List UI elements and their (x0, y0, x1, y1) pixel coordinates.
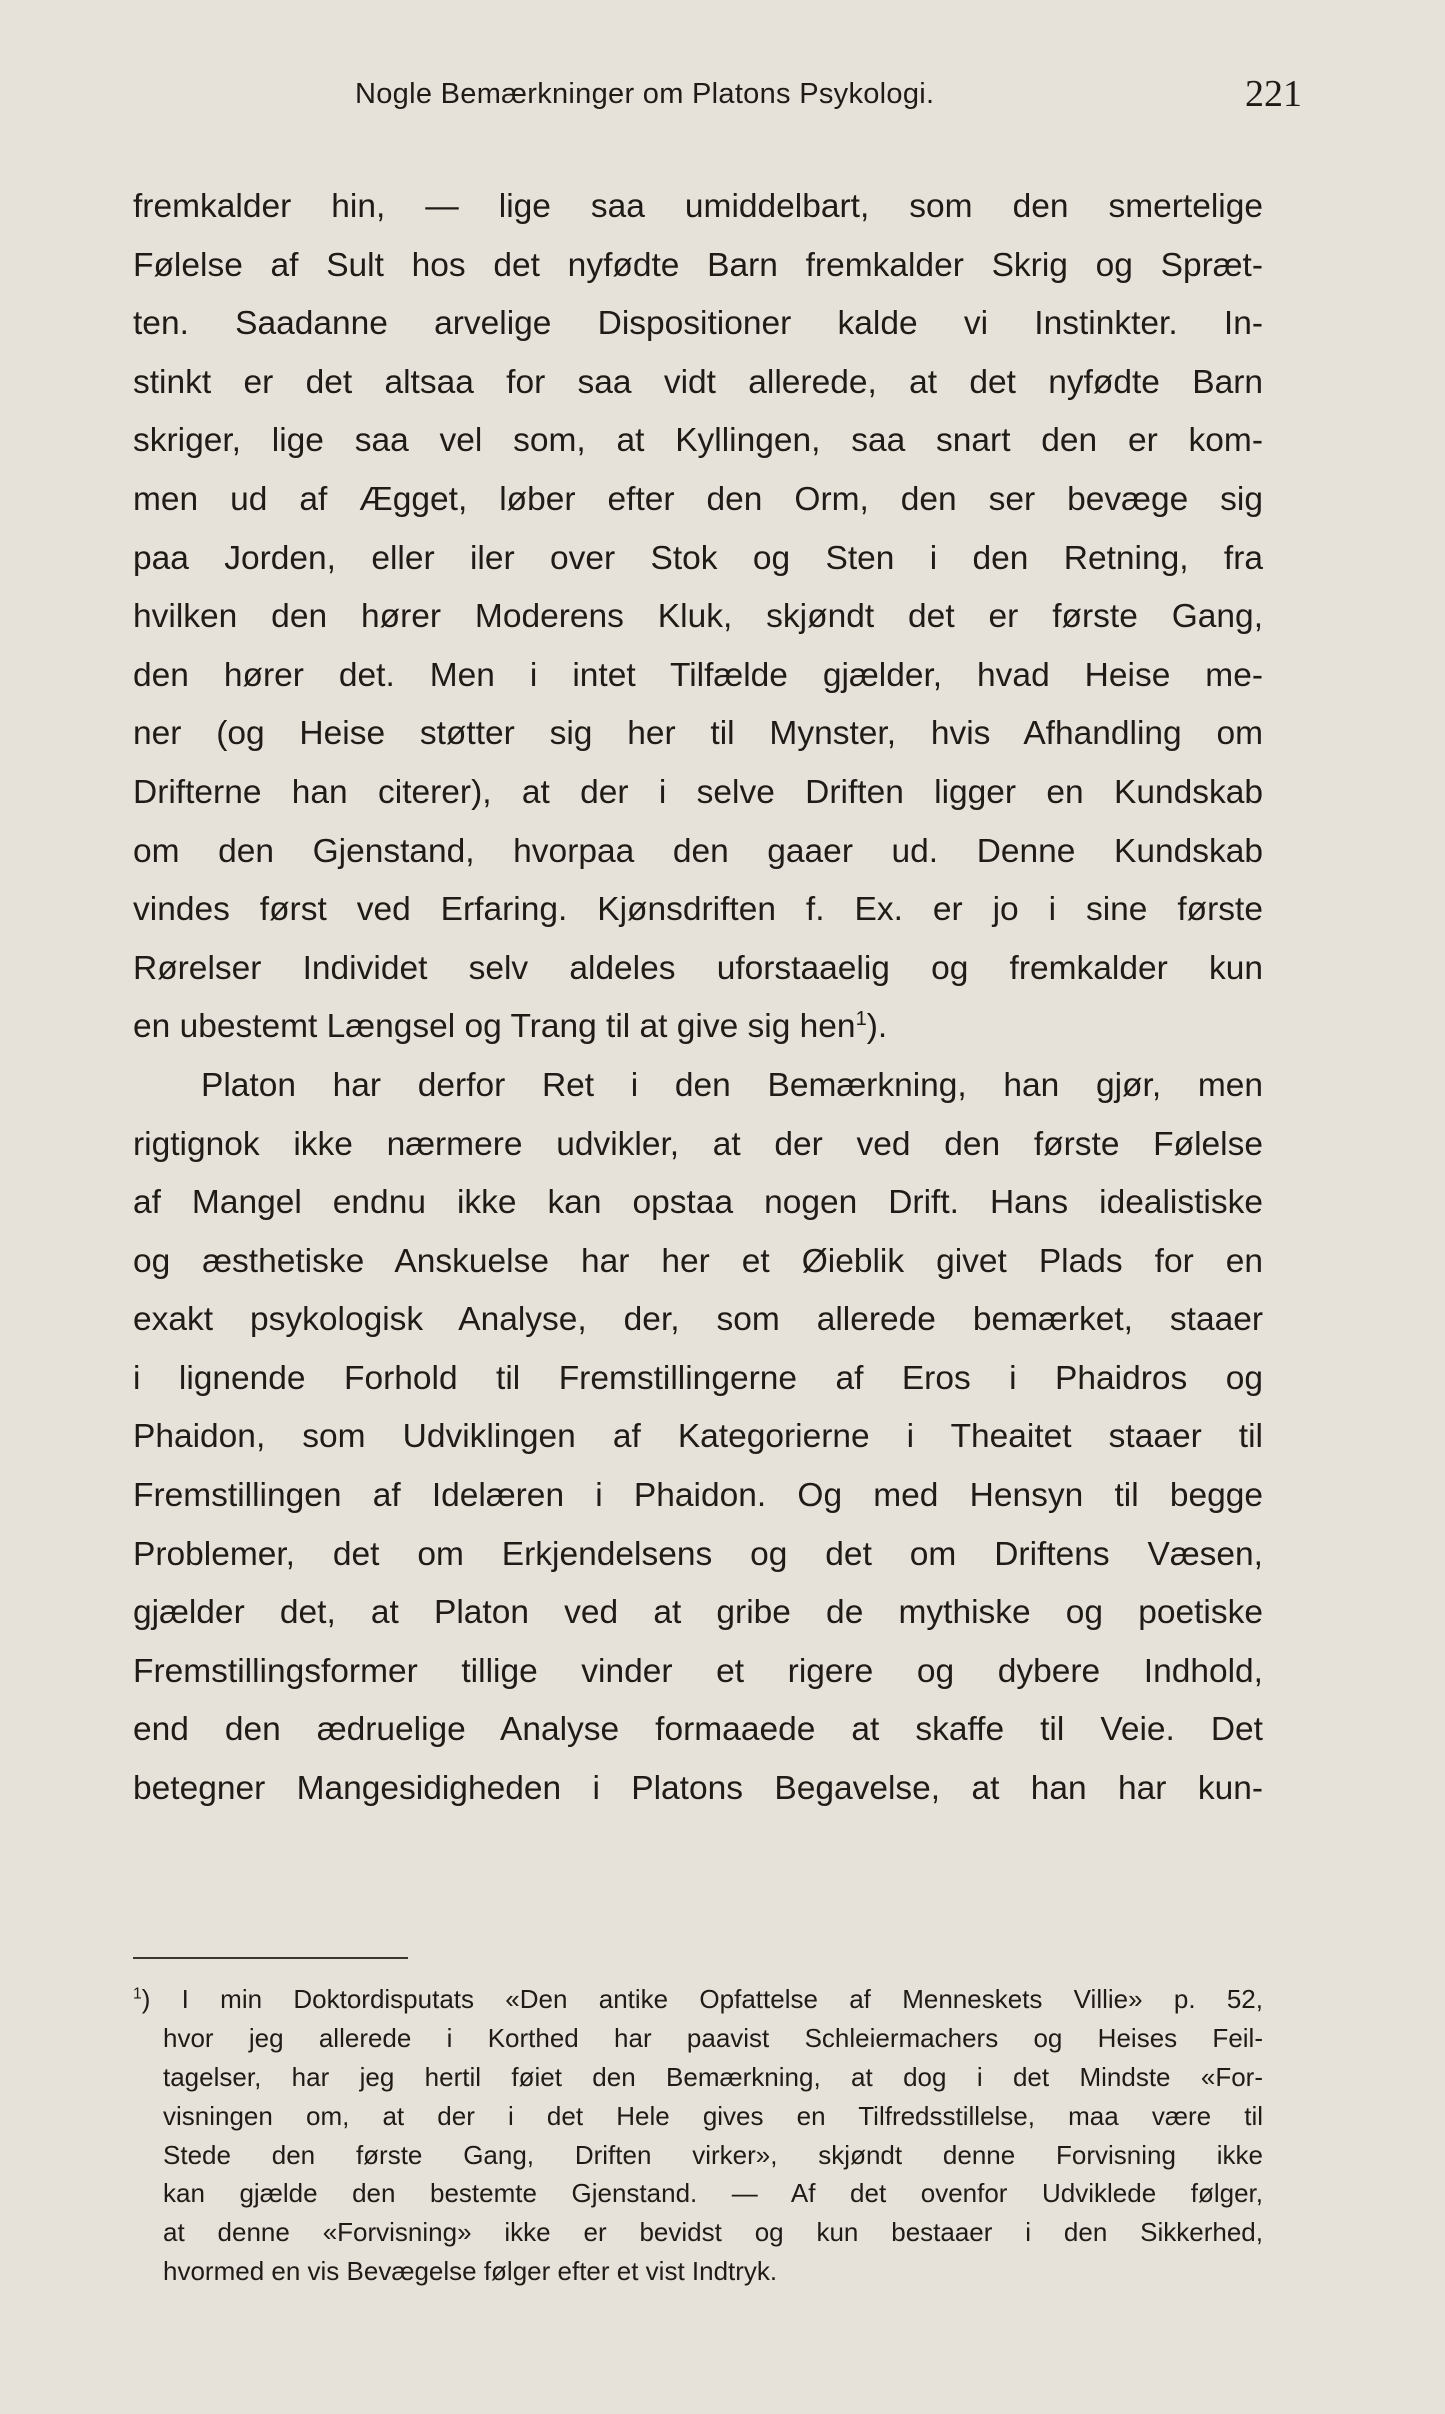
text-line: vindes først ved Erfaring. Kjønsdriften f. Ex. er jo i sine første (133, 891, 1263, 929)
text-line: Fremstillingen af Idelæren i Phaidon. Og med Hensyn til begge (133, 1477, 1263, 1515)
text-line: ten. Saadanne arvelige Dispositioner kalde vi Instinkter. In- (133, 305, 1263, 343)
text-line: i lignende Forhold til Fremstillingerne af Eros i Phaidros og (133, 1359, 1263, 1397)
footnote-reference[interactable]: 1 (855, 1008, 867, 1031)
text-line: den hører det. Men i intet Tilfælde gjælder, hvad Heise me- (133, 656, 1263, 694)
text-line: fremkalder hin, — lige saa umiddelbart, som den smertelige (133, 188, 1263, 225)
text-line-with-footnote-ref (133, 998, 1263, 1057)
text-line: Rørelser Individet selv aldeles uforstaaelig og fremkalder kun (133, 949, 1263, 987)
footnote-line: visningen om, at der i det Hele gives en Tilfredsstillelse, maa være til (163, 2100, 1263, 2131)
text-line: gjælder det, at Platon ved at gribe de mythiske og poetiske (133, 1594, 1263, 1632)
text-line: men ud af Ægget, løber efter den Orm, den ser bevæge sig (133, 480, 1263, 518)
text-line: ner (og Heise støtter sig her til Mynster, hvis Afhandling om (133, 715, 1263, 753)
footnote-divider (133, 1957, 408, 1959)
text-line: hvilken den hører Moderens Kluk, skjøndt det er første Gang, (133, 598, 1263, 636)
paragraph-first-line: Platon har derfor Ret i den Bemærkning, han gjør, men (201, 1066, 1263, 1104)
text-line: stinkt er det altsaa for saa vidt allerede, at det nyfødte Barn (133, 363, 1263, 401)
text-line: af Mangel endnu ikke kan opstaa nogen Drift. Hans idealistiske (133, 1184, 1263, 1222)
text-line: Problemer, det om Erkjendelsens og det om Driftens Væsen, (133, 1535, 1263, 1573)
footnote-line: hvormed en vis Bevægelse følger efter et vist Indtryk. (163, 2256, 778, 2287)
text-line: exakt psykologisk Analyse, der, som allerede bemærket, staaer (133, 1301, 1263, 1339)
footnote-line: Stede den første Gang, Driften virker», skjøndt denne Forvisning ikke (163, 2139, 1263, 2170)
footnote-marker: 1 (133, 1985, 142, 2003)
text-line: Følelse af Sult hos det nyfødte Barn fremkalder Skrig og Spræt- (133, 246, 1263, 284)
footnote-first-line (133, 1980, 1263, 2019)
footnote-marker-suffix: ) (141, 1984, 151, 2014)
footnote-line: kan gjælde den bestemte Gjenstand. — Af det ovenfor Udviklede følger, (163, 2178, 1263, 2209)
text-line: skriger, lige saa vel som, at Kyllingen, saa snart den er kom- (133, 422, 1263, 460)
text-line: end den ædruelige Analyse formaaede at skaffe til Veie. Det (133, 1711, 1263, 1749)
text-line: paa Jorden, eller iler over Stok og Sten i den Retning, fra (133, 539, 1263, 577)
text-line-content: en ubestemt Længsel og Trang til at give sig hen (133, 1008, 856, 1046)
text-line: om den Gjenstand, hvorpaa den gaaer ud. Denne Kundskab (133, 832, 1263, 870)
text-line: Phaidon, som Udviklingen af Kategorierne i Theaitet staaer til (133, 1418, 1263, 1456)
footnote-line: at denne «Forvisning» ikke er bevidst og kun bestaaer i den Sikkerhed, (163, 2217, 1263, 2248)
text-line-tail: ). (866, 1008, 888, 1046)
text-line: rigtignok ikke nærmere udvikler, at der ved den første Følelse (133, 1125, 1263, 1163)
footnote-text: I min Doktordisputats «Den antike Opfattelse af Menneskets Villie» p. 52, (181, 1984, 1263, 2014)
text-line: og æsthetiske Anskuelse har her et Øieblik givet Plads for en (133, 1242, 1263, 1280)
footnote-line: hvor jeg allerede i Korthed har paavist Schleiermachers og Heises Feil- (163, 2022, 1263, 2053)
page-number: 221 (1245, 73, 1302, 115)
text-line: betegner Mangesidigheden i Platons Begavelse, at han har kun- (133, 1770, 1263, 1808)
text-line: Fremstillingsformer tillige vinder et rigere og dybere Indhold, (133, 1652, 1263, 1690)
text-line: Drifterne han citerer), at der i selve Driften ligger en Kundskab (133, 773, 1263, 811)
body-text (133, 178, 1263, 1819)
footnote-line: tagelser, har jeg hertil føiet den Bemærkning, at dog i det Mindste «For- (163, 2061, 1263, 2092)
running-title: Nogle Bemærkninger om Platons Psykologi. (355, 78, 935, 110)
footnote (133, 1980, 1263, 2291)
